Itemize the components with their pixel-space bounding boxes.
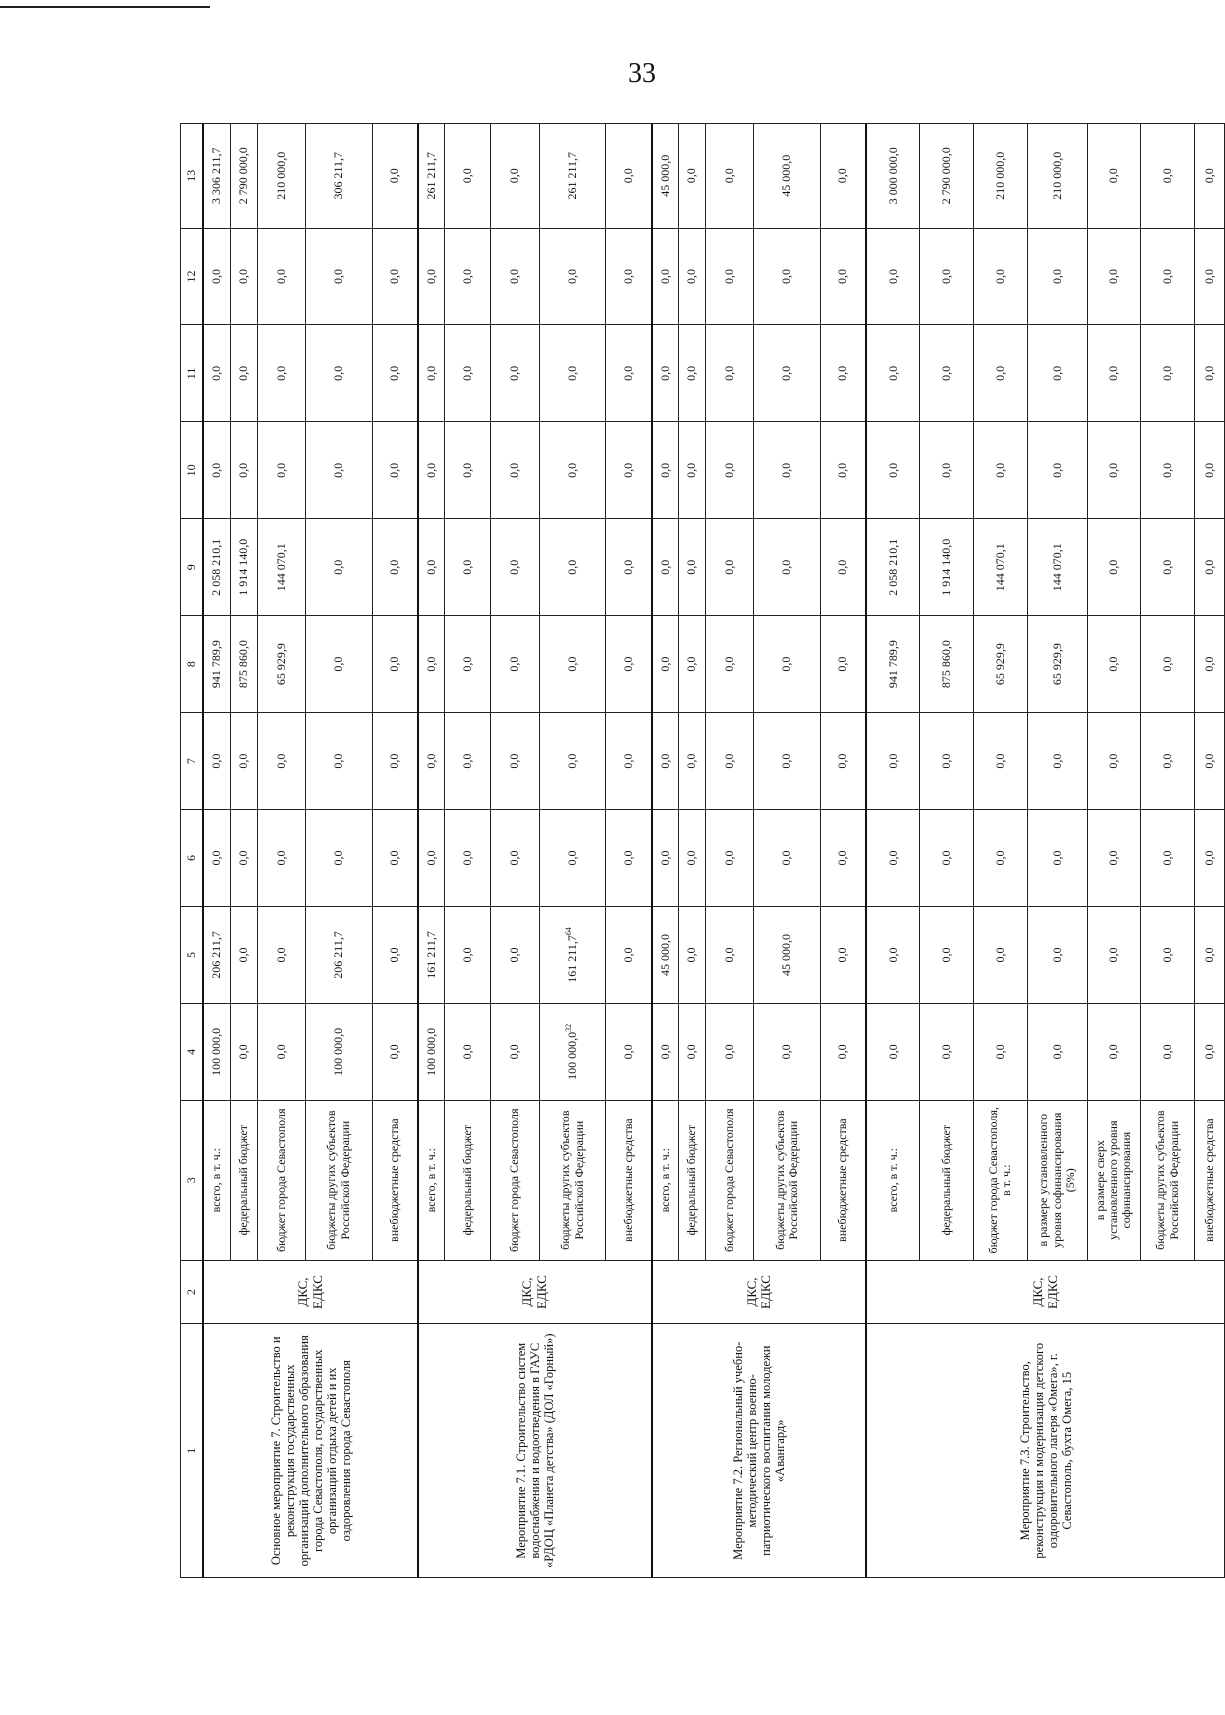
value-cell: 0,0: [974, 713, 1028, 810]
value-cell: 0,0: [652, 228, 679, 325]
value-cell: 0,0: [652, 325, 679, 422]
value-cell: 0,0: [652, 810, 679, 907]
value-cell: 0,0: [306, 810, 372, 907]
value-cell: 0,0: [652, 616, 679, 713]
value-cell: 0,0: [1140, 124, 1195, 229]
value-cell: 0,0: [372, 906, 418, 1003]
value-cell: 0,0: [974, 228, 1028, 325]
value-cell: 0,0: [866, 228, 920, 325]
table-row: [866, 124, 920, 1578]
value-cell: 0,0: [866, 422, 920, 519]
value-cell: 210 000,0: [974, 124, 1028, 229]
value-cell: 2 058 210,1: [866, 519, 920, 616]
column-header: 6: [181, 810, 204, 907]
funding-source: федеральный бюджет: [920, 1100, 974, 1260]
value-cell: 0,0: [1195, 713, 1225, 810]
value-cell: 0,0: [257, 228, 306, 325]
value-cell: 0,0: [491, 1003, 540, 1100]
value-cell: 0,0: [1195, 228, 1225, 325]
value-cell: 0,0: [1140, 906, 1195, 1003]
value-cell: 0,0: [679, 519, 706, 616]
value-cell: 0,0: [705, 228, 754, 325]
value-cell: 0,0: [418, 228, 445, 325]
value-cell: 0,0: [1027, 1003, 1087, 1100]
value-cell: 0,0: [1087, 810, 1140, 907]
value-cell: 3 306 211,7: [203, 124, 230, 229]
value-cell: 0,0: [1087, 616, 1140, 713]
value-cell: 0,0: [705, 906, 754, 1003]
value-cell: 161 211,7: [418, 906, 445, 1003]
value-cell: 0,0: [203, 422, 230, 519]
value-cell: 0,0: [539, 713, 605, 810]
value-cell: 0,0: [418, 325, 445, 422]
value-cell: 0,0: [372, 422, 418, 519]
column-header: 10: [181, 422, 204, 519]
value-cell: 0,0: [491, 616, 540, 713]
value-cell: 161 211,7$^{64}$: [539, 906, 605, 1003]
value-cell: 0,0: [1140, 810, 1195, 907]
value-cell: 0,0: [257, 422, 306, 519]
value-cell: 0,0: [203, 325, 230, 422]
value-cell: 0,0: [1087, 906, 1140, 1003]
value-cell: 0,0: [920, 810, 974, 907]
value-cell: 0,0: [445, 616, 491, 713]
value-cell: 0,0: [705, 124, 754, 229]
value-cell: 0,0: [705, 810, 754, 907]
value-cell: 45 000,0: [652, 124, 679, 229]
page-number: 33: [628, 58, 656, 89]
value-cell: 0,0: [705, 1003, 754, 1100]
value-cell: 0,0: [679, 616, 706, 713]
value-cell: 0,0: [820, 228, 866, 325]
value-cell: 0,0: [491, 422, 540, 519]
value-cell: 100 000,0: [418, 1003, 445, 1100]
value-cell: 0,0: [1140, 325, 1195, 422]
value-cell: 0,0: [203, 228, 230, 325]
value-cell: 0,0: [491, 228, 540, 325]
value-cell: 0,0: [445, 519, 491, 616]
value-cell: 0,0: [1087, 1003, 1140, 1100]
value-cell: 0,0: [372, 1003, 418, 1100]
value-cell: 144 070,1: [1027, 519, 1087, 616]
value-cell: 0,0: [606, 810, 652, 907]
value-cell: 0,0: [866, 1003, 920, 1100]
value-cell: 0,0: [372, 325, 418, 422]
value-cell: 306 211,7: [306, 124, 372, 229]
funding-source: в размере установленного уровня софинансирования (5%): [1027, 1100, 1087, 1260]
value-cell: 0,0: [920, 713, 974, 810]
table-row: [652, 124, 679, 1578]
funding-source: бюджет города Севастополя: [705, 1100, 754, 1260]
value-cell: 875 860,0: [920, 616, 974, 713]
budget-table: [180, 123, 1225, 1578]
value-cell: 0,0: [705, 422, 754, 519]
column-header: 2: [181, 1260, 204, 1324]
value-cell: 206 211,7: [203, 906, 230, 1003]
value-cell: 0,0: [705, 616, 754, 713]
value-cell: 0,0: [1195, 616, 1225, 713]
value-cell: 0,0: [230, 325, 257, 422]
value-cell: 45 000,0: [754, 906, 820, 1003]
value-cell: 0,0: [866, 325, 920, 422]
value-cell: 0,0: [306, 713, 372, 810]
value-cell: 65 929,9: [257, 616, 306, 713]
value-cell: 0,0: [705, 519, 754, 616]
value-cell: 0,0: [820, 1003, 866, 1100]
value-cell: 0,0: [974, 810, 1028, 907]
value-cell: 0,0: [606, 906, 652, 1003]
value-cell: 0,0: [445, 906, 491, 1003]
value-cell: 210 000,0: [257, 124, 306, 229]
column-header: 9: [181, 519, 204, 616]
table-row: [418, 124, 445, 1578]
value-cell: 0,0: [820, 124, 866, 229]
value-cell: 0,0: [820, 325, 866, 422]
value-cell: 0,0: [1195, 1003, 1225, 1100]
value-cell: 0,0: [705, 325, 754, 422]
value-cell: 0,0: [679, 906, 706, 1003]
value-cell: 0,0: [539, 616, 605, 713]
value-cell: 0,0: [974, 1003, 1028, 1100]
value-cell: 0,0: [491, 325, 540, 422]
value-cell: 0,0: [445, 1003, 491, 1100]
funding-source: бюджет города Севастополя: [257, 1100, 306, 1260]
value-cell: 0,0: [418, 616, 445, 713]
value-cell: 0,0: [1027, 325, 1087, 422]
value-cell: 0,0: [539, 810, 605, 907]
value-cell: 0,0: [974, 422, 1028, 519]
value-cell: 0,0: [230, 228, 257, 325]
responsible-executor: ДКС, ЕДКС: [652, 1260, 867, 1324]
value-cell: 0,0: [1087, 713, 1140, 810]
value-cell: 0,0: [1087, 422, 1140, 519]
value-cell: 261 211,7: [539, 124, 605, 229]
value-cell: 0,0: [418, 422, 445, 519]
value-cell: 0,0: [679, 810, 706, 907]
value-cell: 144 070,1: [974, 519, 1028, 616]
value-cell: 0,0: [679, 713, 706, 810]
value-cell: 0,0: [372, 519, 418, 616]
value-cell: 0,0: [920, 422, 974, 519]
value-cell: 941 789,9: [203, 616, 230, 713]
value-cell: 0,0: [1027, 228, 1087, 325]
value-cell: 0,0: [230, 713, 257, 810]
value-cell: 0,0: [372, 616, 418, 713]
funding-source: всего, в т. ч.:: [418, 1100, 445, 1260]
column-header: 13: [181, 124, 204, 229]
column-header: 5: [181, 906, 204, 1003]
funding-source: внебюджетные средства: [606, 1100, 652, 1260]
value-cell: 0,0: [1027, 713, 1087, 810]
funding-source: в размере сверх установленного уровня софинансирования: [1087, 1100, 1140, 1260]
funding-source: бюджет города Севастополя: [491, 1100, 540, 1260]
funding-source: бюджеты других субъектов Российской Федерации: [754, 1100, 820, 1260]
footnote-marker: 32: [564, 1023, 574, 1032]
value-cell: 45 000,0: [754, 124, 820, 229]
value-cell: 206 211,7: [306, 906, 372, 1003]
funding-source: всего, в т. ч.:: [652, 1100, 679, 1260]
value-cell: 0,0: [652, 519, 679, 616]
funding-source: всего, в т. ч.:: [203, 1100, 230, 1260]
value-cell: 0,0: [1140, 616, 1195, 713]
value-cell: 0,0: [1195, 325, 1225, 422]
value-cell: 0,0: [491, 519, 540, 616]
value-cell: 2 058 210,1: [203, 519, 230, 616]
value-cell: 0,0: [1140, 519, 1195, 616]
value-cell: 0,0: [679, 422, 706, 519]
column-header: 8: [181, 616, 204, 713]
value-cell: 0,0: [306, 519, 372, 616]
value-cell: 0,0: [418, 713, 445, 810]
value-cell: 0,0: [754, 422, 820, 519]
column-header: 11: [181, 325, 204, 422]
value-cell: 0,0: [754, 228, 820, 325]
value-cell: 0,0: [257, 325, 306, 422]
value-cell: 0,0: [539, 519, 605, 616]
value-cell: 0,0: [974, 325, 1028, 422]
value-cell: 0,0: [606, 124, 652, 229]
value-cell: 0,0: [306, 616, 372, 713]
responsible-executor: ДКС, ЕДКС: [866, 1260, 1224, 1324]
value-cell: 0,0: [820, 906, 866, 1003]
value-cell: 0,0: [1195, 422, 1225, 519]
value-cell: 0,0: [491, 810, 540, 907]
value-cell: 0,0: [491, 906, 540, 1003]
rotated-table-container: [180, 123, 1225, 1578]
value-cell: 0,0: [445, 422, 491, 519]
value-cell: 0,0: [418, 519, 445, 616]
value-cell: 0,0: [1027, 906, 1087, 1003]
value-cell: 0,0: [1195, 810, 1225, 907]
value-cell: 0,0: [1140, 713, 1195, 810]
value-cell: 0,0: [372, 713, 418, 810]
funding-source: федеральный бюджет: [230, 1100, 257, 1260]
value-cell: 3 000 000,0: [866, 124, 920, 229]
value-cell: 0,0: [679, 228, 706, 325]
value-cell: 0,0: [920, 325, 974, 422]
value-cell: 0,0: [705, 713, 754, 810]
value-cell: 1 914 140,0: [230, 519, 257, 616]
activity-name: Основное мероприятие 7. Строительство и реконструкция государственных организаций дополнительного образования города Севастополя, государственных организаций отдыха детей и их оздоровления города Севастополя: [203, 1324, 418, 1578]
value-cell: 0,0: [445, 124, 491, 229]
value-cell: 0,0: [491, 124, 540, 229]
value-cell: 0,0: [820, 713, 866, 810]
value-cell: 0,0: [652, 713, 679, 810]
value-cell: 0,0: [652, 422, 679, 519]
responsible-executor: ДКС, ЕДКС: [203, 1260, 418, 1324]
top-rule: [0, 6, 210, 8]
value-cell: 0,0: [418, 810, 445, 907]
value-cell: 0,0: [306, 228, 372, 325]
header-row: [181, 124, 204, 1578]
column-header: 1: [181, 1324, 204, 1578]
value-cell: 100 000,0: [306, 1003, 372, 1100]
column-header: 3: [181, 1100, 204, 1260]
value-cell: 65 929,9: [1027, 616, 1087, 713]
column-header: 12: [181, 228, 204, 325]
value-cell: 0,0: [606, 519, 652, 616]
funding-source: всего, в т. ч.:: [866, 1100, 920, 1260]
value-cell: 45 000,0: [652, 906, 679, 1003]
value-cell: 0,0: [1027, 422, 1087, 519]
value-cell: 1 914 140,0: [920, 519, 974, 616]
value-cell: 0,0: [606, 325, 652, 422]
value-cell: 0,0: [920, 228, 974, 325]
responsible-executor: ДКС, ЕДКС: [418, 1260, 652, 1324]
value-cell: 0,0: [606, 228, 652, 325]
activity-name: Мероприятие 7.2. Региональный учебно-методический центр военно-патриотического воспитания молодежи «Авангард»: [652, 1324, 867, 1578]
value-cell: 0,0: [445, 228, 491, 325]
value-cell: 0,0: [679, 325, 706, 422]
value-cell: 0,0: [1140, 1003, 1195, 1100]
funding-source: федеральный бюджет: [445, 1100, 491, 1260]
value-cell: 0,0: [372, 810, 418, 907]
value-cell: 0,0: [230, 810, 257, 907]
value-cell: 0,0: [606, 422, 652, 519]
value-cell: 0,0: [306, 325, 372, 422]
column-header: 7: [181, 713, 204, 810]
value-cell: 0,0: [1087, 325, 1140, 422]
value-cell: 0,0: [754, 810, 820, 907]
value-cell: 0,0: [491, 713, 540, 810]
funding-source: бюджеты других субъектов Российской Федерации: [306, 1100, 372, 1260]
value-cell: 0,0: [1195, 124, 1225, 229]
value-cell: 0,0: [754, 325, 820, 422]
value-cell: 0,0: [652, 1003, 679, 1100]
value-cell: 0,0: [539, 325, 605, 422]
value-cell: 0,0: [754, 1003, 820, 1100]
funding-source: бюджеты других субъектов Российской Федерации: [1140, 1100, 1195, 1260]
value-cell: 0,0: [679, 124, 706, 229]
value-cell: 0,0: [230, 906, 257, 1003]
funding-source: бюджеты других субъектов Российской Федерации: [539, 1100, 605, 1260]
funding-source: бюджет города Севастополя, в т. ч.:: [974, 1100, 1028, 1260]
funding-source: федеральный бюджет: [679, 1100, 706, 1260]
value-cell: 0,0: [203, 810, 230, 907]
funding-source: внебюджетные средства: [1195, 1100, 1225, 1260]
value-cell: 0,0: [1140, 422, 1195, 519]
value-cell: 0,0: [820, 616, 866, 713]
value-cell: 210 000,0: [1027, 124, 1087, 229]
value-cell: 144 070,1: [257, 519, 306, 616]
value-cell: 0,0: [257, 906, 306, 1003]
value-cell: 0,0: [445, 325, 491, 422]
value-cell: 0,0: [606, 1003, 652, 1100]
value-cell: 0,0: [754, 519, 820, 616]
value-cell: 0,0: [754, 616, 820, 713]
value-cell: 0,0: [820, 422, 866, 519]
value-cell: 2 790 000,0: [230, 124, 257, 229]
value-cell: 0,0: [445, 713, 491, 810]
value-cell: 261 211,7: [418, 124, 445, 229]
value-cell: 0,0: [1087, 519, 1140, 616]
funding-source: внебюджетные средства: [372, 1100, 418, 1260]
value-cell: 0,0: [606, 616, 652, 713]
value-cell: 100 000,0$^{32}$: [539, 1003, 605, 1100]
value-cell: 0,0: [866, 906, 920, 1003]
value-cell: 0,0: [754, 713, 820, 810]
value-cell: 875 860,0: [230, 616, 257, 713]
column-header: 4: [181, 1003, 204, 1100]
value-cell: 0,0: [1087, 124, 1140, 229]
value-cell: 0,0: [820, 810, 866, 907]
value-cell: 0,0: [974, 906, 1028, 1003]
value-cell: 0,0: [257, 810, 306, 907]
value-cell: 0,0: [866, 713, 920, 810]
value-cell: 0,0: [203, 713, 230, 810]
value-cell: 0,0: [372, 228, 418, 325]
value-cell: 0,0: [257, 713, 306, 810]
value-cell: 0,0: [606, 713, 652, 810]
value-cell: 0,0: [1027, 810, 1087, 907]
value-cell: 0,0: [230, 422, 257, 519]
activity-name: Мероприятие 7.3. Строительство, реконструкция и модернизация детского оздоровительного лагеря «Омега», г. Севастополь, бухта Омега, 15: [866, 1324, 1224, 1578]
value-cell: 0,0: [679, 1003, 706, 1100]
footnote-marker: 64: [564, 927, 574, 936]
value-cell: 0,0: [1195, 519, 1225, 616]
value-cell: 0,0: [445, 810, 491, 907]
value-cell: 0,0: [820, 519, 866, 616]
value-cell: 0,0: [1195, 906, 1225, 1003]
value-cell: 0,0: [230, 1003, 257, 1100]
value-cell: 0,0: [1087, 228, 1140, 325]
value-cell: 0,0: [539, 228, 605, 325]
value-cell: 0,0: [372, 124, 418, 229]
value-cell: 0,0: [920, 1003, 974, 1100]
value-cell: 0,0: [257, 1003, 306, 1100]
value-cell: 0,0: [306, 422, 372, 519]
table-row: [203, 124, 230, 1578]
value-cell: 941 789,9: [866, 616, 920, 713]
value-cell: 0,0: [920, 906, 974, 1003]
activity-name: Мероприятие 7.1. Строительство систем водоснабжения и водоотведения в ГАУС «РДОЦ «Планета детства» (ДОЛ «Горный»): [418, 1324, 652, 1578]
funding-source: внебюджетные средства: [820, 1100, 866, 1260]
value-cell: 2 790 000,0: [920, 124, 974, 229]
value-cell: 0,0: [1140, 228, 1195, 325]
value-cell: 100 000,0: [203, 1003, 230, 1100]
value-cell: 0,0: [866, 810, 920, 907]
value-cell: 65 929,9: [974, 616, 1028, 713]
value-cell: 0,0: [539, 422, 605, 519]
